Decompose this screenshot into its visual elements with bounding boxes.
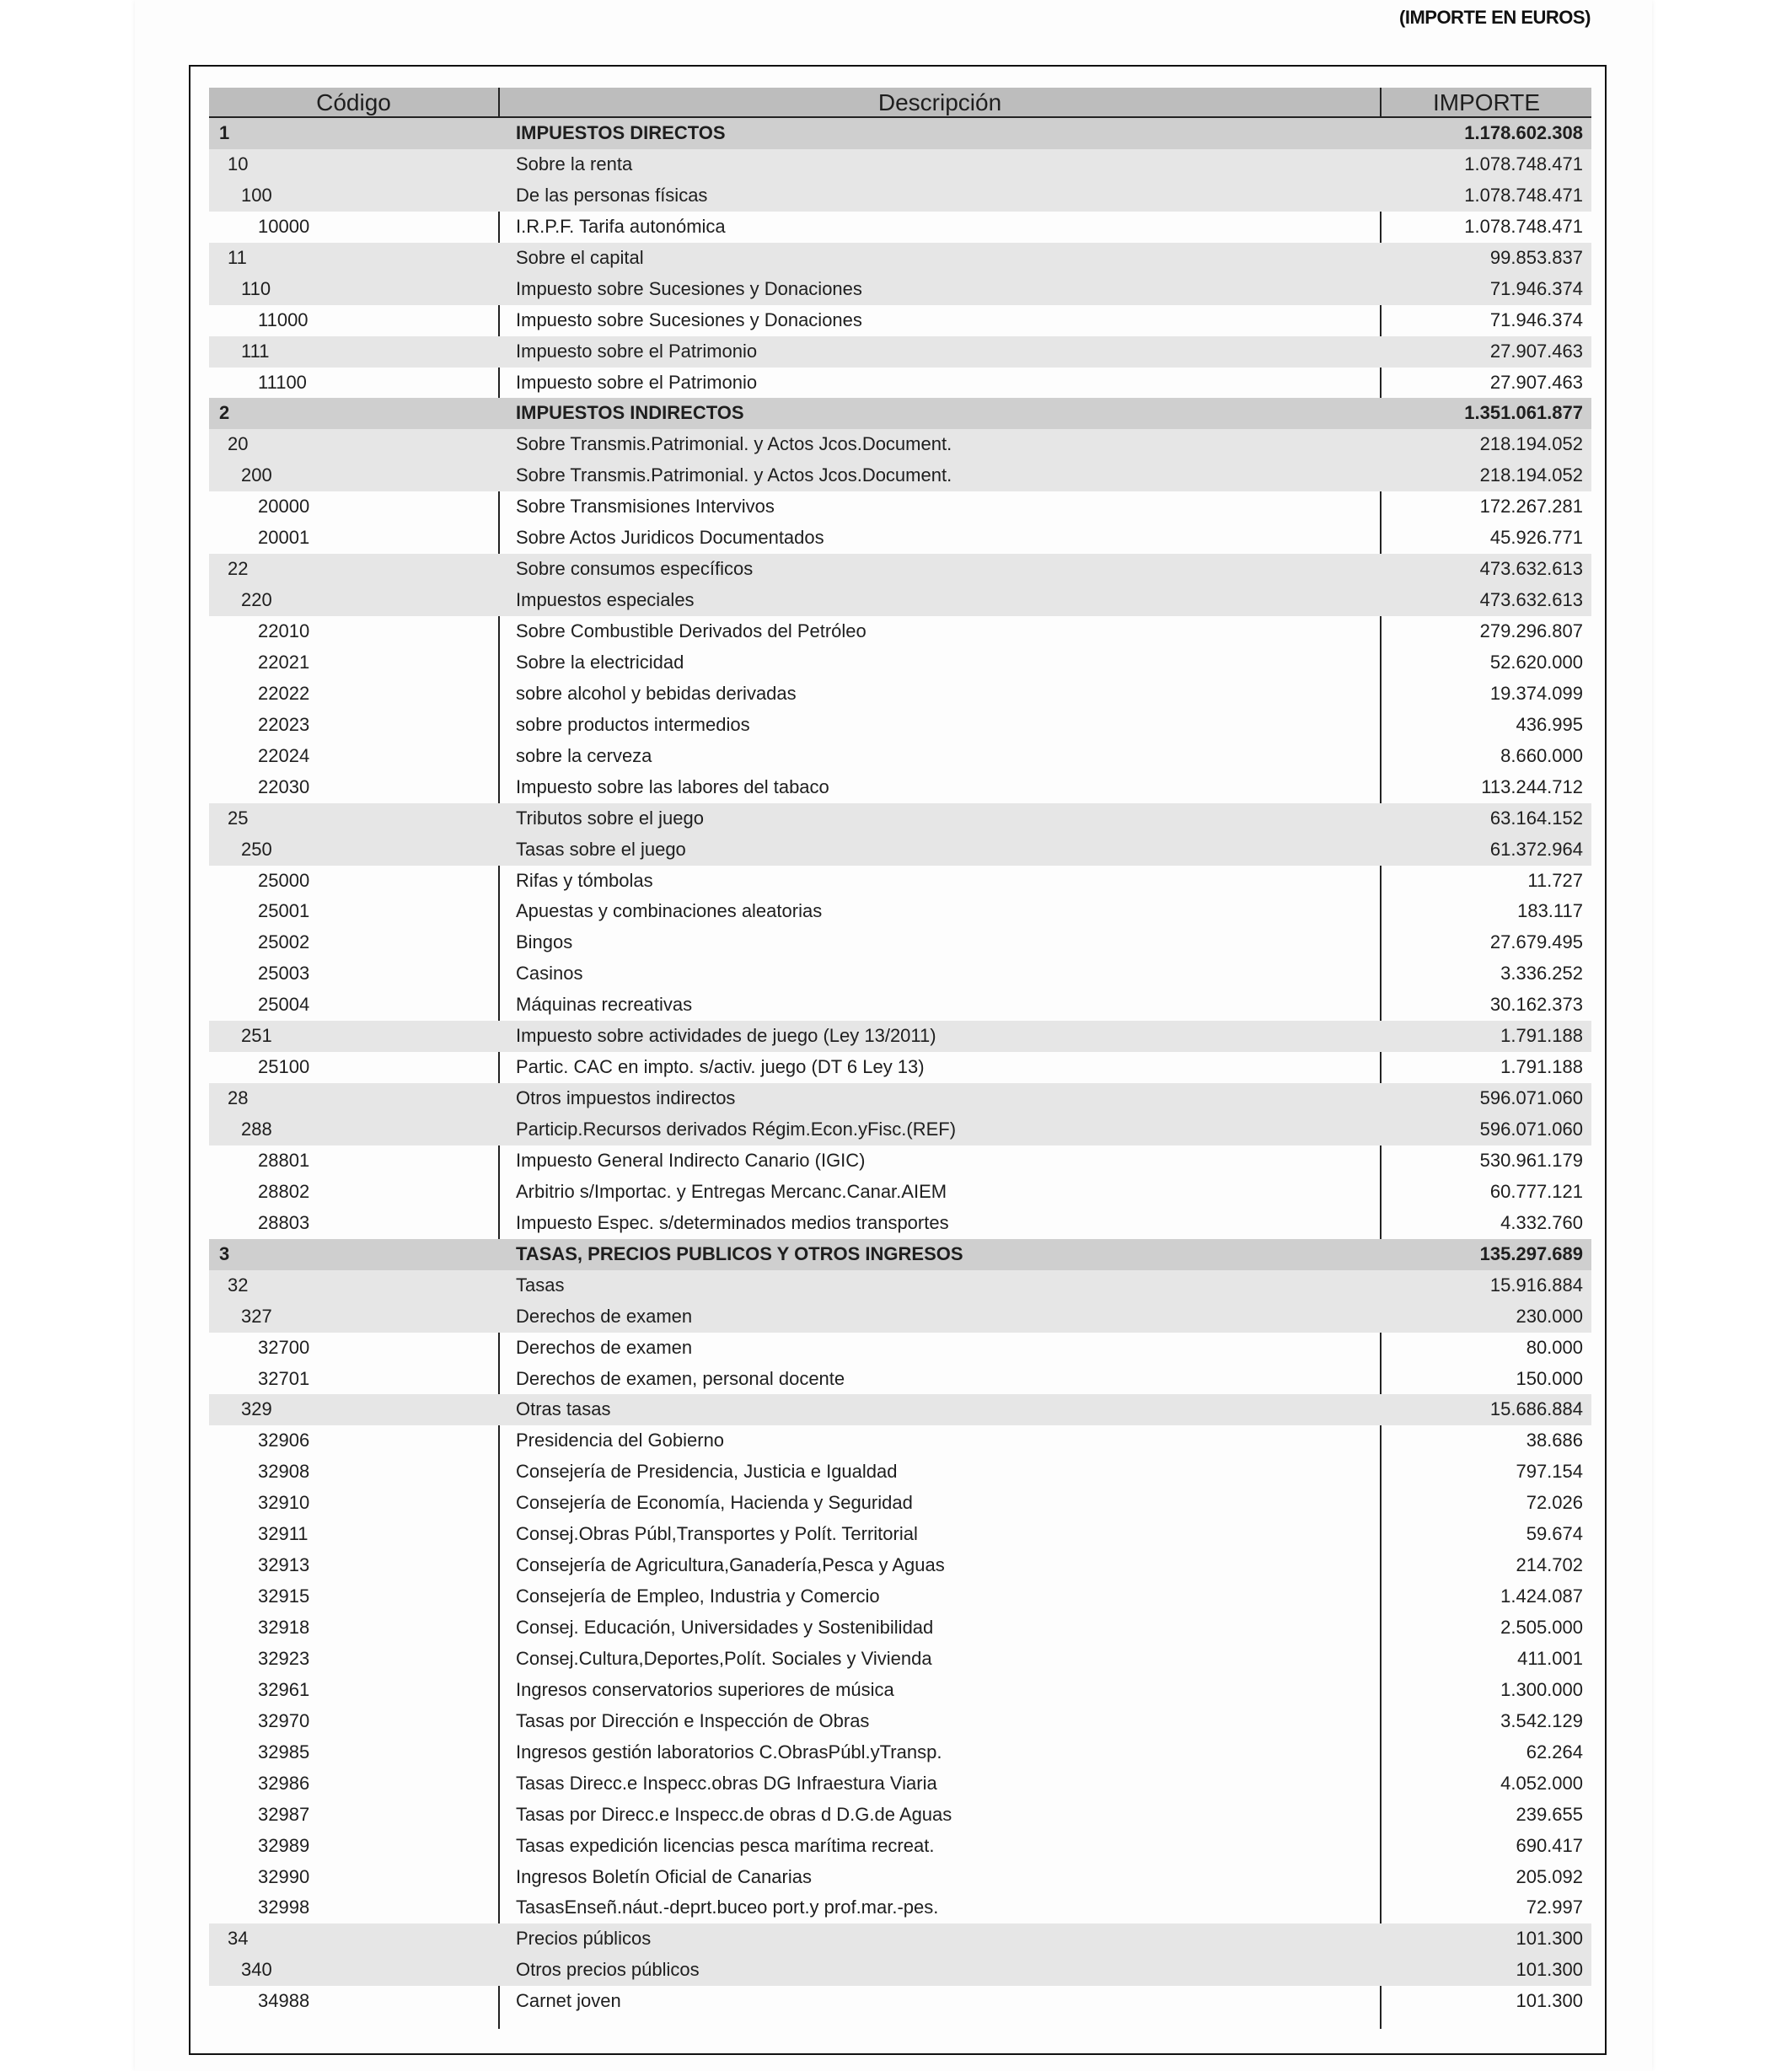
row-code: 32989: [258, 1834, 310, 1856]
row-amount: 62.264: [1526, 1741, 1583, 1762]
row-amount: 1.078.748.471: [1464, 184, 1583, 206]
table-row: [209, 647, 1591, 679]
row-description: sobre productos intermedios: [516, 713, 750, 735]
table-row: [209, 1550, 1591, 1581]
row-code: 100: [241, 184, 272, 206]
row-description: Impuesto sobre Sucesiones y Donaciones: [516, 309, 862, 330]
row-amount: 690.417: [1516, 1834, 1583, 1856]
table-row: [209, 149, 1591, 180]
row-description: Tasas: [516, 1274, 565, 1296]
row-code: 25001: [258, 900, 310, 922]
table-row: [209, 1145, 1591, 1177]
row-code: 327: [241, 1305, 272, 1327]
row-description: Tasas por Direcc.e Inspecc.de obras d D.G.de Aguas: [516, 1803, 952, 1825]
row-code: 32986: [258, 1772, 310, 1794]
row-amount: 205.092: [1516, 1865, 1583, 1887]
row-code: 32906: [258, 1430, 310, 1451]
row-code: 32998: [258, 1897, 310, 1918]
row-code: 20001: [258, 527, 310, 549]
table-row: [209, 180, 1591, 212]
row-description: Tasas Direcc.e Inspecc.obras DG Infraestura Viaria: [516, 1772, 937, 1794]
table-row: [209, 305, 1591, 336]
row-amount: 71.946.374: [1489, 277, 1583, 299]
row-code: 110: [241, 277, 271, 299]
row-description: Impuesto sobre el Patrimonio: [516, 340, 758, 362]
row-code: 22030: [258, 775, 310, 797]
row-amount: 530.961.179: [1479, 1149, 1583, 1171]
row-description: Impuesto sobre Sucesiones y Donaciones: [516, 277, 862, 299]
row-code: 22021: [258, 651, 310, 673]
row-description: IMPUESTOS INDIRECTOS: [516, 402, 744, 424]
row-code: 200: [241, 464, 272, 486]
row-description: Consej. Educación, Universidades y Sostenibilidad: [516, 1617, 934, 1638]
row-description: Tributos sobre el juego: [516, 807, 704, 829]
row-amount: 230.000: [1516, 1305, 1583, 1327]
row-code: 111: [241, 340, 270, 362]
row-description: Otros precios públicos: [516, 1959, 700, 1981]
table-row: [209, 1800, 1591, 1831]
table-row: [209, 1488, 1591, 1519]
row-description: Precios públicos: [516, 1928, 652, 1950]
table-row: [209, 585, 1591, 616]
row-code: 22010: [258, 620, 310, 641]
units-label: (IMPORTE EN EUROS): [1399, 7, 1591, 28]
table-row: [209, 460, 1591, 491]
row-description: Bingos: [516, 931, 573, 953]
row-amount: 63.164.152: [1489, 807, 1583, 829]
table-row: [209, 1301, 1591, 1333]
table-row: [209, 1581, 1591, 1612]
row-code: 22023: [258, 713, 310, 735]
row-code: 3: [219, 1242, 230, 1264]
row-description: Tasas expedición licencias pesca marítima recreat.: [516, 1834, 935, 1856]
row-amount: 72.997: [1526, 1897, 1583, 1918]
row-code: 32700: [258, 1336, 310, 1358]
row-code: 25100: [258, 1056, 310, 1078]
row-amount: 38.686: [1526, 1430, 1583, 1451]
row-code: 11100: [258, 371, 307, 393]
row-amount: 52.620.000: [1489, 651, 1583, 673]
row-description: Sobre Transmisiones Intervivos: [516, 496, 775, 518]
row-code: 28803: [258, 1211, 310, 1233]
row-code: 32990: [258, 1865, 310, 1887]
row-code: 32911: [258, 1523, 309, 1545]
row-description: Partic. CAC en impto. s/activ. juego (DT 6 Ley 13): [516, 1056, 925, 1078]
row-description: Casinos: [516, 963, 583, 985]
table-row: [209, 1706, 1591, 1737]
row-code: 10: [228, 153, 249, 174]
table-row: [209, 1923, 1591, 1955]
row-amount: 27.907.463: [1489, 340, 1583, 362]
row-code: 25002: [258, 931, 310, 953]
row-description: Sobre la renta: [516, 153, 633, 174]
row-code: 340: [241, 1959, 272, 1981]
row-description: Arbitrio s/Importac. y Entregas Mercanc.Canar.AIEM: [516, 1180, 947, 1202]
table-header: [209, 88, 1591, 118]
row-code: 34988: [258, 1990, 310, 2012]
table-row: [209, 336, 1591, 368]
row-code: 32915: [258, 1585, 310, 1607]
table-row: [209, 958, 1591, 990]
table-row: [209, 212, 1591, 243]
row-code: 25004: [258, 994, 310, 1016]
row-description: Otras tasas: [516, 1398, 611, 1420]
row-amount: 4.052.000: [1500, 1772, 1583, 1794]
header-amount: IMPORTE: [1432, 89, 1541, 115]
row-amount: 8.660.000: [1500, 744, 1583, 766]
row-amount: 1.351.061.877: [1464, 402, 1583, 424]
row-amount: 15.686.884: [1489, 1398, 1583, 1420]
row-code: 220: [241, 589, 272, 611]
table-row: [209, 1333, 1591, 1364]
table-row: [209, 1364, 1591, 1395]
row-amount: 3.336.252: [1500, 963, 1583, 985]
row-code: 28802: [258, 1180, 310, 1202]
row-amount: 214.702: [1516, 1554, 1583, 1576]
row-description: IMPUESTOS DIRECTOS: [516, 122, 726, 143]
table-row: [209, 118, 1591, 149]
row-amount: 30.162.373: [1489, 994, 1583, 1016]
row-description: Rifas y tómbolas: [516, 869, 653, 891]
row-code: 25003: [258, 963, 310, 985]
table-row: [209, 1270, 1591, 1301]
table-row: [209, 429, 1591, 460]
table-row: [209, 1955, 1591, 1986]
table-row: [209, 1737, 1591, 1768]
table-row: [209, 1862, 1591, 1893]
table-row: [209, 1114, 1591, 1145]
row-code: 2: [219, 402, 230, 424]
row-amount: 101.300: [1516, 1990, 1583, 2012]
row-description: Sobre el capital: [516, 246, 644, 268]
table-row: [209, 1021, 1591, 1052]
table-row: [209, 274, 1591, 305]
row-amount: 101.300: [1516, 1928, 1583, 1950]
row-amount: 172.267.281: [1479, 496, 1583, 518]
row-description: Tasas por Dirección e Inspección de Obras: [516, 1709, 870, 1731]
header-description: Descripción: [877, 89, 1002, 115]
table-row: [209, 243, 1591, 274]
row-description: Derechos de examen: [516, 1305, 693, 1327]
row-amount: 218.194.052: [1479, 464, 1583, 486]
row-code: 32910: [258, 1492, 310, 1514]
row-amount: 135.297.689: [1479, 1242, 1583, 1264]
table-row: [209, 927, 1591, 958]
row-code: 25000: [258, 869, 310, 891]
row-code: 28801: [258, 1149, 310, 1171]
row-amount: 113.244.712: [1481, 775, 1583, 797]
row-description: Derechos de examen, personal docente: [516, 1367, 845, 1389]
row-code: 20000: [258, 496, 310, 518]
table-row: [209, 866, 1591, 897]
table-row: [209, 1612, 1591, 1644]
row-amount: 218.194.052: [1479, 433, 1583, 455]
row-code: 28: [228, 1087, 249, 1109]
table-row: [209, 1675, 1591, 1706]
row-description: Presidencia del Gobierno: [516, 1430, 725, 1451]
row-amount: 3.542.129: [1500, 1709, 1583, 1731]
row-amount: 411.001: [1517, 1647, 1583, 1669]
table-row: [209, 1208, 1591, 1239]
row-code: 32985: [258, 1741, 310, 1762]
row-amount: 15.916.884: [1489, 1274, 1583, 1296]
row-description: Impuesto General Indirecto Canario (IGIC): [516, 1149, 866, 1171]
table-row: [209, 1177, 1591, 1208]
row-code: 251: [241, 1025, 272, 1047]
row-amount: 80.000: [1526, 1336, 1583, 1358]
row-description: Consej.Obras Públ,Transportes y Polít. Territorial: [516, 1523, 918, 1545]
row-description: Ingresos Boletín Oficial de Canarias: [516, 1865, 812, 1887]
row-code: 20: [228, 433, 249, 455]
row-code: 32701: [258, 1367, 310, 1389]
row-description: Sobre Actos Juridicos Documentados: [516, 527, 824, 549]
row-description: Impuesto Espec. s/determinados medios transportes: [516, 1211, 949, 1233]
row-code: 250: [241, 838, 272, 860]
table-row: [209, 1892, 1591, 1923]
row-amount: 239.655: [1516, 1803, 1583, 1825]
row-amount: 797.154: [1516, 1461, 1583, 1483]
row-amount: 279.296.807: [1479, 620, 1583, 641]
table-row: [209, 1052, 1591, 1083]
row-code: 32987: [258, 1803, 310, 1825]
row-description: Ingresos conservatorios superiores de música: [516, 1678, 894, 1700]
header-code: Código: [316, 89, 391, 115]
row-amount: 473.632.613: [1479, 589, 1583, 611]
row-description: Carnet joven: [516, 1990, 621, 2012]
row-amount: 473.632.613: [1479, 558, 1583, 580]
table-row: [209, 1519, 1591, 1550]
table-row: [209, 1831, 1591, 1862]
row-code: 32: [228, 1274, 249, 1296]
row-description: Otros impuestos indirectos: [516, 1087, 736, 1109]
table-row: [209, 1986, 1591, 2017]
row-description: Apuestas y combinaciones aleatorias: [516, 900, 823, 922]
table-row: [209, 491, 1591, 523]
row-amount: 71.946.374: [1489, 309, 1583, 330]
table-row: [209, 616, 1591, 647]
row-amount: 183.117: [1517, 900, 1583, 922]
row-description: Impuesto sobre las labores del tabaco: [516, 775, 829, 797]
row-description: TasasEnseñ.náut.-deprt.buceo port.y prof.mar.-pes.: [516, 1897, 939, 1918]
table-row: [209, 834, 1591, 866]
row-description: De las personas físicas: [516, 184, 708, 206]
row-amount: 19.374.099: [1489, 682, 1583, 704]
table-row: [209, 1425, 1591, 1457]
table-row: [209, 772, 1591, 803]
table-row: [209, 896, 1591, 927]
row-code: 11: [228, 246, 247, 268]
row-description: sobre alcohol y bebidas derivadas: [516, 682, 797, 704]
row-code: 22024: [258, 744, 310, 766]
table-row: [209, 368, 1591, 399]
row-code: 32961: [258, 1678, 310, 1700]
table-row: [209, 1394, 1591, 1425]
row-amount: 61.372.964: [1489, 838, 1583, 860]
row-code: 10000: [258, 215, 310, 237]
row-amount: 11.727: [1527, 869, 1583, 891]
row-description: I.R.P.F. Tarifa autonómica: [516, 215, 726, 237]
row-description: Impuesto sobre el Patrimonio: [516, 371, 758, 393]
row-code: 11000: [258, 309, 309, 330]
row-amount: 1.078.748.471: [1464, 153, 1583, 174]
row-description: Derechos de examen: [516, 1336, 693, 1358]
row-amount: 150.000: [1516, 1367, 1583, 1389]
row-amount: 4.332.760: [1500, 1211, 1583, 1233]
row-description: Sobre consumos específicos: [516, 558, 754, 580]
row-amount: 1.078.748.471: [1464, 215, 1583, 237]
row-amount: 596.071.060: [1479, 1087, 1583, 1109]
row-amount: 45.926.771: [1489, 527, 1583, 549]
row-amount: 60.777.121: [1489, 1180, 1583, 1202]
row-description: Impuestos especiales: [516, 589, 695, 611]
row-amount: 596.071.060: [1479, 1119, 1583, 1140]
row-amount: 27.679.495: [1489, 931, 1583, 953]
row-description: Tasas sobre el juego: [516, 838, 686, 860]
row-description: Impuesto sobre actividades de juego (Ley 13/2011): [516, 1025, 936, 1047]
table-row: [209, 1457, 1591, 1488]
table-row: [209, 1768, 1591, 1800]
row-description: Consejería de Agricultura,Ganadería,Pesca y Aguas: [516, 1554, 945, 1576]
row-description: Sobre la electricidad: [516, 651, 684, 673]
row-description: Consejería de Presidencia, Justicia e Igualdad: [516, 1461, 898, 1483]
row-code: 32918: [258, 1617, 310, 1638]
row-amount: 59.674: [1526, 1523, 1583, 1545]
row-code: 32913: [258, 1554, 310, 1576]
row-description: Consejería de Economía, Hacienda y Seguridad: [516, 1492, 913, 1514]
table-row: [209, 679, 1591, 710]
row-description: Consejería de Empleo, Industria y Comercio: [516, 1585, 880, 1607]
row-amount: 101.300: [1516, 1959, 1583, 1981]
row-code: 32970: [258, 1709, 310, 1731]
table-row: [209, 523, 1591, 554]
table-row: [209, 741, 1591, 772]
row-amount: 99.853.837: [1489, 246, 1583, 268]
row-amount: 72.026: [1526, 1492, 1583, 1514]
row-amount: 1.424.087: [1500, 1585, 1583, 1607]
table-row: [209, 1239, 1591, 1270]
table-row: [209, 398, 1591, 429]
row-amount: 2.505.000: [1500, 1617, 1583, 1638]
row-code: 34: [228, 1928, 249, 1950]
row-description: Ingresos gestión laboratorios C.ObrasPúbl.yTransp.: [516, 1741, 942, 1762]
table-row: [209, 803, 1591, 834]
row-code: 32908: [258, 1461, 310, 1483]
row-code: 22: [228, 558, 249, 580]
row-description: sobre la cerveza: [516, 744, 652, 766]
row-code: 1: [219, 122, 230, 143]
row-code: 329: [241, 1398, 272, 1420]
row-description: Sobre Combustible Derivados del Petróleo: [516, 620, 866, 641]
row-code: 288: [241, 1119, 272, 1140]
row-amount: 1.178.602.308: [1464, 122, 1583, 143]
table-row: [209, 554, 1591, 585]
table-row: [209, 990, 1591, 1021]
table-body: [209, 118, 1591, 2017]
row-description: Particip.Recursos derivados Régim.Econ.yFisc.(REF): [516, 1119, 957, 1140]
table-row: [209, 1644, 1591, 1675]
row-code: 25: [228, 807, 249, 829]
table-row: [209, 1083, 1591, 1114]
row-description: Sobre Transmis.Patrimonial. y Actos Jcos.Document.: [516, 464, 952, 486]
row-amount: 1.791.188: [1500, 1056, 1583, 1078]
row-code: 32923: [258, 1647, 310, 1669]
row-amount: 436.995: [1516, 713, 1583, 735]
row-amount: 1.300.000: [1500, 1678, 1583, 1700]
row-description: Máquinas recreativas: [516, 994, 693, 1016]
row-amount: 1.791.188: [1500, 1025, 1583, 1047]
row-amount: 27.907.463: [1489, 371, 1583, 393]
row-description: Consej.Cultura,Deportes,Polít. Sociales y Vivienda: [516, 1647, 932, 1669]
row-description: TASAS, PRECIOS PUBLICOS Y OTROS INGRESOS: [516, 1242, 963, 1264]
row-description: Sobre Transmis.Patrimonial. y Actos Jcos.Document.: [516, 433, 952, 455]
table-row: [209, 710, 1591, 741]
row-code: 22022: [258, 682, 310, 704]
